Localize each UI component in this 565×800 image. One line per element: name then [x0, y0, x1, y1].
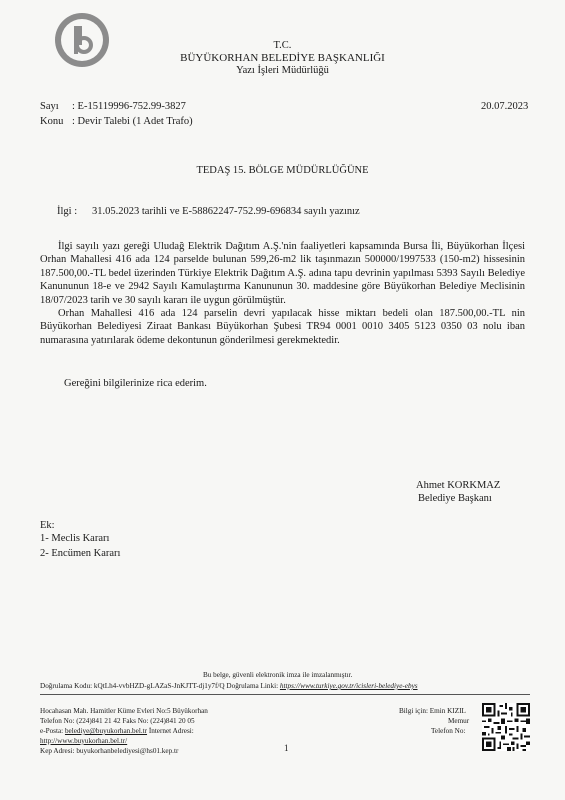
- body-paragraph-1: İlgi sayılı yazı gereği Uludağ Elektrik Dağıtım A.Ş.'nin faaliyetleri kapsamında Bursa İli, Büyükorhan İlçesi Orhan Mahallesi 416 ada 124 parselde bulunan 599,26-m2 lik taşınmazın 500000/1997533 (150-m2) hissesinin 187.500,00.-TL bedel üzerinden Türkiye Elektrik Dağıtım A.Ş. adına tapu devrinin yapılması 5393 Sayılı Belediye Kanununun 18-e ve 2942 Sayılı Kamulaştırma Kanununun 30. maddesine göre Büyükorhan Belediye Meclisinin 18/07/2023 tarih ve 30 sayılı kararı ile uygun görülmüştür.: [40, 241, 525, 306]
- info-contact: Bilgi için: Emin KIZIL: [399, 707, 466, 715]
- header-municipality: BÜYÜKORHAN BELEDİYE BAŞKANLIĞI: [180, 52, 385, 64]
- verification-code-label: Doğrulama Kodu:: [40, 682, 93, 690]
- reference-number: : E-15119996-752.99-3827: [72, 101, 186, 112]
- info-phone: Telefon No:: [431, 727, 466, 735]
- verification-code: kQtLh4-vvbHZD-gLAZaS-JnKJTT-dj1y7f/Q: [93, 682, 225, 690]
- attachments-label: Ek:: [40, 520, 55, 531]
- email-link[interactable]: belediye@buyukorhan.bel.tr: [64, 727, 148, 735]
- letter-body: [40, 240, 525, 347]
- signer-title: Belediye Başkanı: [418, 493, 492, 504]
- document-date: 20.07.2023: [481, 101, 529, 112]
- reference-label: Sayı: [40, 101, 59, 112]
- kep-line: Kep Adresi: buyukorhanbelediyesi@hs01.kep.tr: [40, 747, 179, 755]
- email-line: [40, 727, 194, 737]
- info-role: Memur: [448, 717, 470, 725]
- verification-line: [40, 682, 418, 692]
- website-link[interactable]: http://www.buyukorhan.bel.tr/: [40, 737, 128, 745]
- verification-link-label: Doğrulama Linki:: [226, 682, 279, 690]
- internet-label: İnternet Adresi:: [148, 727, 194, 735]
- recipient: TEDAŞ 15. BÖLGE MÜDÜRLÜĞÜNE: [196, 165, 369, 176]
- related-value: 31.05.2023 tarihli ve E-58862247-752.99-696834 sayılı yazınız: [92, 206, 360, 217]
- subject-label: Konu: [40, 116, 64, 127]
- website-line: [40, 737, 127, 747]
- phone-fax-line: Telefon No: (224)841 21 42 Faks No: (224)841 20 05: [40, 717, 195, 725]
- related-label: İlgi :: [57, 206, 78, 217]
- page-number: 1: [284, 743, 289, 753]
- attachment-item-1: 1- Meclis Kararı: [40, 533, 110, 544]
- attachment-item-2: 2- Encümen Kararı: [40, 548, 121, 559]
- verification-link[interactable]: https://www.turkiye.gov.tr/icisleri-belediye-ebys: [279, 682, 418, 690]
- address-line: Hocahasan Mah. Hamitler Küme Evleri No:5 Büyükorhan: [40, 707, 208, 715]
- email-label: e-Posta:: [40, 727, 65, 735]
- subject-value: : Devir Talebi (1 Adet Trafo): [72, 116, 193, 127]
- closing-line: Gereğini bilgilerinize rica ederim.: [64, 378, 207, 389]
- signer-name: Ahmet KORKMAZ: [416, 480, 501, 491]
- esignature-notice: Bu belge, güvenli elektronik imza ile imzalanmıştır.: [203, 671, 353, 679]
- footer-divider: [40, 694, 530, 695]
- header-department: Yazı İşleri Müdürlüğü: [236, 65, 329, 76]
- qr-code-icon: [482, 703, 530, 751]
- header-tc: T.C.: [273, 40, 292, 51]
- body-paragraph-2: Orhan Mahallesi 416 ada 124 parselin devri yapılacak hisse miktarı bedeli olan 187.500,00.-TL nin Büyükorhan Belediyesi Ziraat Bankası Büyükorhan Şubesi TR94 0001 0010 3405 5123 0350 03 nolu iban numarasına yatırılarak ödeme dekontunun gönderilmesi gerekmektedir.: [40, 308, 525, 346]
